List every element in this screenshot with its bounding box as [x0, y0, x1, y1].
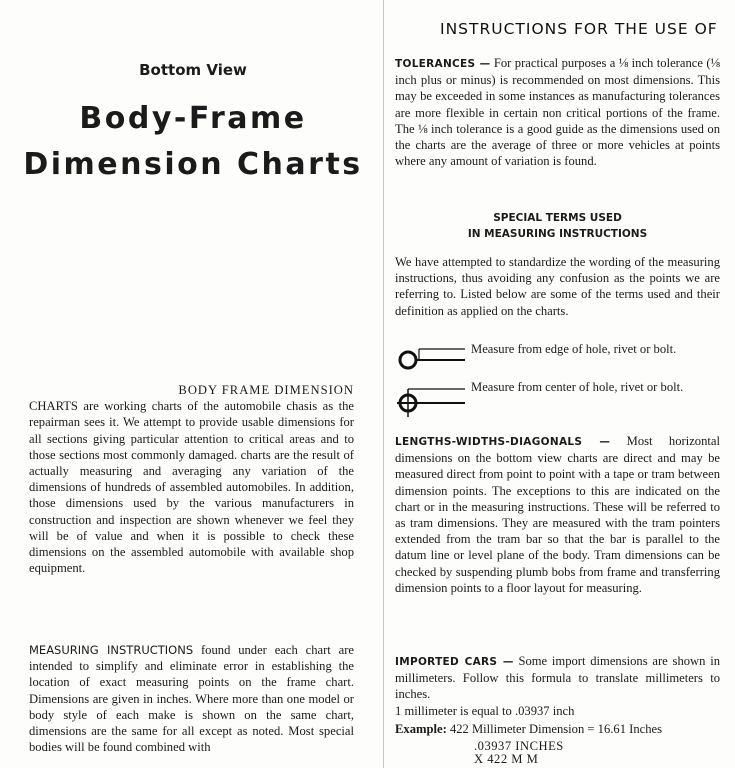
edge-measure-text: Measure from edge of hole, rivet or bolt. [471, 342, 677, 356]
intro-paragraph: CHARTS are working charts of the automobile chasis as the repairman sees it. We attempt to provide usable dimensions for all sections giving particular attention to critical areas and to those sections most commonly damaged. charts are the result of actually measuring and averaging any variation of the dimensions of hundreds of assembled automobiles. In addition, those dimensions used by the various manufacturers in construction and inspection are shown whenever we feel they will be of value and when it is possible to check these dimensions on the assembled automobile with available shop equipment. [29, 399, 354, 576]
tolerances-heading: TOLERANCES — [395, 58, 491, 70]
example-label: Example: [395, 722, 447, 736]
page-header: INSTRUCTIONS FOR THE USE OF [440, 20, 718, 38]
calc-line-1: .03937 INCHES [474, 739, 564, 753]
tolerances-section [395, 55, 720, 169]
measuring-heading: MEASURING INSTRUCTIONS [29, 643, 194, 657]
center-measure-row [395, 379, 725, 413]
mm-rule: 1 millimeter is equal to .03937 inch [395, 703, 575, 718]
page-title [0, 96, 386, 188]
intro-heading: BODY FRAME DIMENSION [178, 383, 354, 397]
special-terms-heading [395, 210, 720, 242]
lwd-section [395, 433, 720, 596]
imported-text: Some import dimensions are shown in millimeters. Follow this formula to translate millimeters to inches. [395, 654, 720, 702]
intro-section [29, 382, 354, 576]
measuring-text: found under each chart are intended to simplify and eliminate error in establishing the location of exact measuring points on the frame chart. Dimensions are given in inches. Where more than one model or body style of each make is shown on the same chart, dimensions are the same for all except as noted. Most special bodies will be found combined with [29, 643, 354, 755]
tolerances-text: For practical purposes a ⅛ inch tolerance (⅛ inch plus or minus) is recommended on most dimensions. This may be exceeded in some instances as manufacturing tolerances are more flexible in certain non critical portions of the frame. The ⅛ inch tolerance is a good guide as the dimensions used on the charts are the average of three or more vehicles at points where any amount of variation is found. [395, 56, 720, 169]
calc-line-2: X 422 M M [474, 752, 539, 766]
special-terms-line-1: SPECIAL TERMS USED [493, 212, 622, 224]
lwd-heading: LENGTHS-WIDTHS-DIAGONALS — [395, 436, 611, 448]
hole-edge-symbol-icon [395, 341, 469, 375]
lwd-text: Most horizontal dimensions on the bottom view charts are direct and may be measured direct from point to point with a tape or tram between dimension points. The exceptions to this are indicated on the chart or in the measuring instructions. These will be referred to as tram dimensions. They are measured with the tram pointers extended from the tram bar so that the bar is parallel to the datum line or level plane of the body. Tram dimensions can be checked by suspending plumb bobs from frame and transferring dimension points to a floor layout for measuring. [395, 434, 720, 595]
example-text: 422 Millimeter Dimension = 16.61 Inches [449, 722, 663, 736]
example-line [395, 722, 662, 737]
hole-center-symbol-icon [395, 379, 469, 419]
special-terms-line-2: IN MEASURING INSTRUCTIONS [467, 228, 648, 240]
imported-section [395, 653, 720, 719]
chart-subtitle: Bottom View [139, 61, 247, 79]
imported-paragraph [395, 653, 720, 703]
measuring-section [29, 642, 354, 755]
tolerances-paragraph [395, 55, 720, 169]
measuring-paragraph [29, 642, 354, 755]
edge-measure-row [395, 341, 725, 375]
standardize-paragraph: We have attempted to standardize the wording of the measuring instructions, thus avoiding any confusion as the points we are referring to. Listed below are some of the terms used and their definition as applied on the charts. [395, 255, 720, 318]
title-line-1: Body-Frame [79, 101, 307, 136]
title-line-2: Dimension Charts [23, 147, 363, 182]
center-measure-text: Measure from center of hole, rivet or bolt. [471, 380, 684, 394]
imported-heading: IMPORTED CARS — [395, 656, 514, 668]
standardize-section [395, 254, 720, 319]
lwd-paragraph [395, 433, 720, 596]
